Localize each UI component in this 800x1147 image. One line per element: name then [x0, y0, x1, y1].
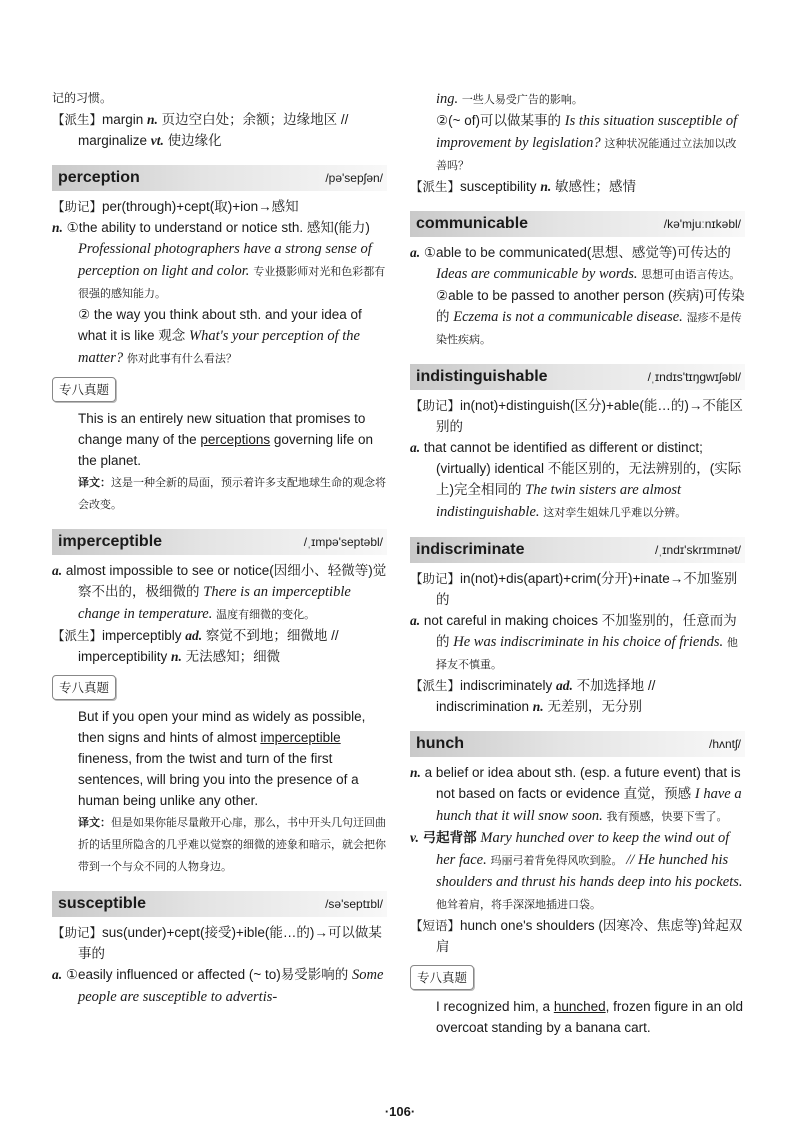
headword: communicable [416, 215, 529, 232]
mnemonic: 【助记】per(through)+cept(取)+ion→感知 [52, 199, 299, 214]
mnemonic: 【助记】in(not)+dis(apart)+crim(分开)+inate→不加鉴别的 [410, 571, 738, 607]
derivatives: 【派生】indiscriminately ad. 不加选择地 // indiscrimination n. 无差别，无分别 [410, 678, 656, 714]
headword: susceptible [58, 895, 147, 912]
headword: imperceptible [58, 533, 163, 550]
exam-badge: 专八真题 [52, 675, 116, 700]
phrase: 【短语】hunch one's shoulders (因寒冷、焦虑等)耸起双肩 [410, 918, 743, 954]
definition-verb: v. 弓起背部 Mary hunched over to keep the wind out of her face. 玛丽弓着背免得风吹到脸。 // He hunched his shoulders and thrust his hands deep into his pockets. 他耸着肩，将手深深地插进口袋。 [410, 830, 743, 911]
headword: hunch [416, 735, 464, 752]
exam-quote: This is an entirely new situation that promises to change many of the perceptions governing life on the planet. 译文：这是一种全新的局面，预示着许多支配地球生命的观念将会改变。 [78, 411, 386, 511]
headword: indiscriminate [416, 541, 525, 558]
entry-header-indistinguishable [410, 364, 745, 390]
phonetic: /pə'sepʃən/ [325, 171, 383, 185]
definition: a. almost impossible to see or notice(因细小、轻微等)觉察不出的，极细微的 There is an imperceptible change in temperature. 温度有细微的变化。 [52, 563, 387, 622]
right-column [410, 88, 745, 1044]
definition: a. that cannot be identified as different or distinct; (virtually) identical 不能区别的，无法辨别的，(实际上)完全相同的 The twin sisters are almost indistinguishable. 这对孪生姐妹几乎难以分辨。 [410, 440, 742, 520]
exam-badge: 专八真题 [410, 965, 474, 990]
left-column [52, 88, 387, 1008]
exam-badge: 专八真题 [52, 377, 116, 402]
headword: indistinguishable [416, 368, 548, 385]
headword: perception [58, 169, 140, 186]
definition-1: a. ①able to be communicated(思想、感觉等)可传达的 Ideas are communicable by words. 思想可由语言传达。 [410, 245, 741, 282]
phonetic: /ˌɪndɪs'tɪŋgwɪʃəbl/ [647, 370, 741, 384]
definition: a. not careful in making choices 不加鉴别的，任意而为的 He was indiscriminate in his choice of friends. 他择友不慎重。 [410, 613, 738, 671]
continued-example: ing. 一些人易受广告的影响。 [436, 91, 583, 107]
mnemonic: 【助记】in(not)+distinguish(区分)+able(能…的)→不能区别的 [410, 398, 743, 434]
definition-1: a. ①easily influenced or affected (~ to)易受影响的 Some people are susceptible to advertis- [52, 967, 384, 1005]
definition-1: n. ①the ability to understand or notice sth. 感知(能力) Professional photographers have a strong sense of perception on light and color. 专业摄影师对光和色彩都有很强的感知能力。 [52, 220, 386, 300]
entry-header-perception [52, 165, 387, 191]
definition-2: ②able to be passed to another person (疾病)可传染的 Eczema is not a communicable disease. 湿疹不是传染性疾病。 [436, 288, 745, 346]
definition-2: ②(~ of)可以做某事的 Is this situation susceptible of improvement by legislation? 这种状况能通过立法加以改善吗？ [436, 113, 738, 172]
definition-noun: n. a belief or idea about sth. (esp. a future event) that is not based on facts or evidence 直觉，预感 I have a hunch that it will snow soon. 我有预感，快要下雪了。 [410, 765, 742, 824]
phonetic: /ˌɪndɪ'skrɪmɪnət/ [654, 543, 741, 557]
entry-header-indiscriminate [410, 537, 745, 563]
derivatives: 【派生】imperceptibly ad. 察觉不到地；细微地 // imperceptibility n. 无法感知；细微 [52, 628, 339, 664]
derivatives: 【派生】susceptibility n. 敏感性；感情 [410, 179, 636, 194]
page-number: ·106· [384, 1104, 416, 1119]
entry-header-hunch [410, 731, 745, 757]
phonetic: /hʌntʃ/ [708, 737, 741, 751]
entry-header-communicable [410, 211, 745, 237]
definition-2: ② the way you think about sth. and your idea of what it is like 观念 What's your perception of the matter? 你对此事有什么看法？ [78, 307, 362, 366]
continued-line: 记的习惯。 [52, 91, 113, 105]
exam-quote: I recognized him, a hunched, frozen figure in an old overcoat standing by a banana cart. [436, 999, 743, 1035]
exam-quote: But if you open your mind as widely as possible, then signs and hints of almost imperceptible fineness, from the twist and turn of the first sentences, will bring you into the presence of a human being unlike any other. 译文：但是如果你能尽量敞开心扉，那么，书中开头几句迂回曲折的话里所隐含的几乎难以觉察的细微的迹象和暗示，就会把你带到一个与众不同的人物身边。 [78, 709, 386, 873]
derivative-margin: 【派生】margin n. 页边空白处；余额；边缘地区 // marginalize vt. 使边缘化 [52, 112, 349, 148]
mnemonic: 【助记】sus(under)+cept(接受)+ible(能…的)→可以做某事的 [52, 925, 382, 961]
entry-header-imperceptible [52, 529, 387, 555]
phonetic: /kə'mjuːnɪkəbl/ [663, 217, 741, 231]
phonetic: /sə'septɪbl/ [325, 897, 383, 911]
entry-header-susceptible [52, 891, 387, 917]
phonetic: /ˌɪmpə'septəbl/ [303, 535, 383, 549]
